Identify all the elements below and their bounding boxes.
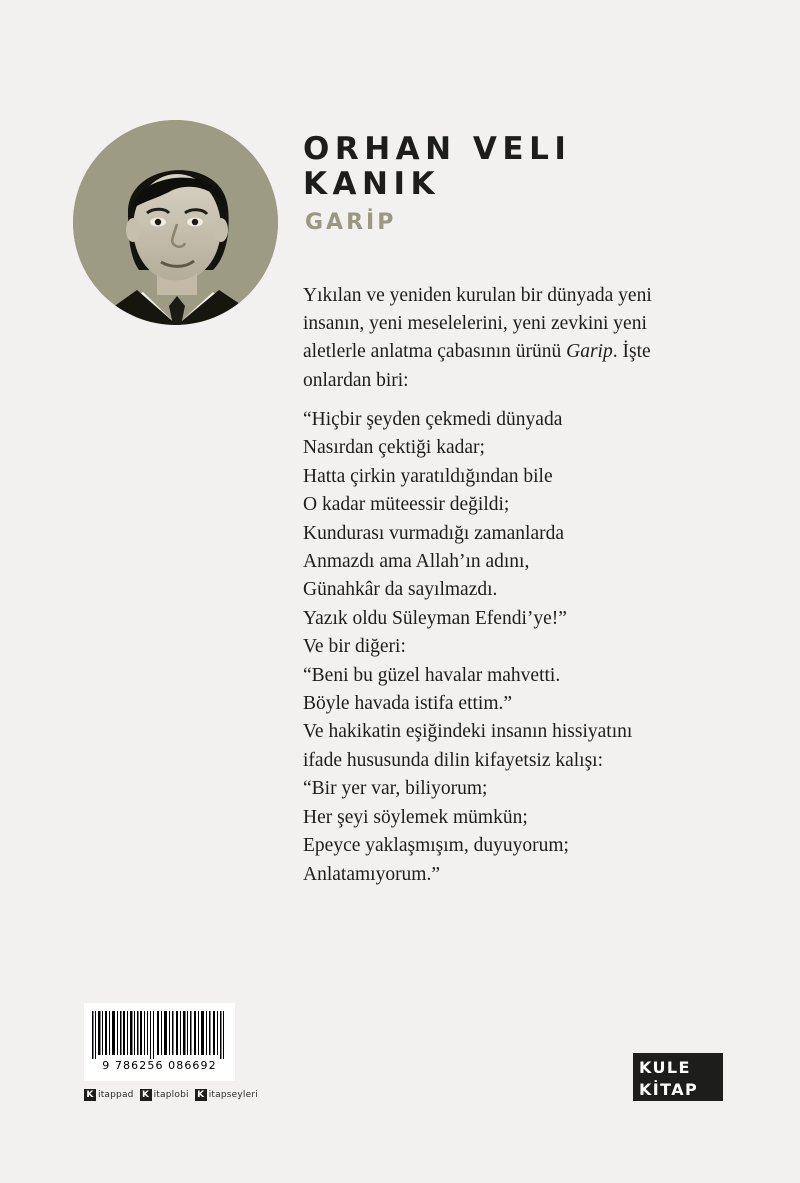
blurb-text-after: . İşte onlardan biri: [303,341,651,391]
publisher-name-line-1: KULE [639,1058,691,1077]
barcode-bars-icon [92,1011,227,1059]
retailer-label: itappad [98,1090,134,1100]
publisher-logo [633,1053,723,1101]
poem-excerpt [303,406,723,889]
kitapseyleri-mark-icon: K [195,1089,207,1101]
poem-line: Günahkâr da sayılmazdı. [303,579,498,601]
retailer-logo-kitapseyleri[interactable] [195,1089,258,1101]
author-portrait-image [73,120,278,325]
poem-line: ifade hususunda dilin kifayetsiz kalışı: [303,749,604,771]
retailer-label: itapseyleri [208,1090,258,1100]
poem-line: Anlatamıyorum.” [303,863,441,885]
poem-line: Yazık oldu Süleyman Efendi’ye!” [303,607,567,629]
author-name [303,132,733,202]
poem-line: “Bir yer var, biliyorum; [303,778,488,800]
poem-line: Ve bir diğeri: [303,636,406,658]
poem-line: “Beni bu güzel havalar mahvetti. [303,664,561,686]
blurb-text-before: Yıkılan ve yeniden kurulan bir dünyada yeni insanın, yeni meselelerini, yeni zevkini yeni aletlerle anlatma çabasının ürünü [303,284,652,363]
poem-line: Nasırdan çektiği kadar; [303,437,485,459]
poem-line: O kadar müteessir değildi; [303,494,510,516]
poem-line: Ve hakikatin eşiğindeki insanın hissiyatını [303,721,633,743]
retailer-logo-kitaplobi[interactable] [140,1089,189,1101]
kitappad-mark-icon: K [84,1089,96,1101]
author-portrait [73,120,278,325]
barcode-number: 9 786256 086692 [102,1059,217,1072]
book-title: GARİP [305,210,397,235]
poem-line: “Hiçbir şeyden çekmedi dünyada [303,409,563,430]
retailer-logos [84,1089,258,1101]
poem-line: Anmazdı ama Allah’ın adını, [303,551,530,573]
poem-line: Hatta çirkin yaratıldığından bile [303,465,553,487]
author-name-line-1: ORHAN VELI [303,131,572,167]
retailer-label: itaplobi [153,1090,189,1100]
author-name-line-2: KANIK [303,166,441,202]
poem-line: Her şeyi söylemek mümkün; [303,806,528,828]
retailer-logo-kitappad[interactable] [84,1089,134,1101]
blurb-paragraph [303,282,703,396]
poem-line: Böyle havada istifa ettim.” [303,693,513,715]
poem-line: Epeyce yaklaşmışım, duyuyorum; [303,835,569,857]
publisher-name-line-2: KİTAP [639,1080,699,1099]
barcode [84,1003,235,1081]
kitaplobi-mark-icon: K [140,1089,152,1101]
blurb-text-italic: Garip [566,341,613,363]
poem-line: Kundurası vurmadığı zamanlarda [303,522,564,544]
